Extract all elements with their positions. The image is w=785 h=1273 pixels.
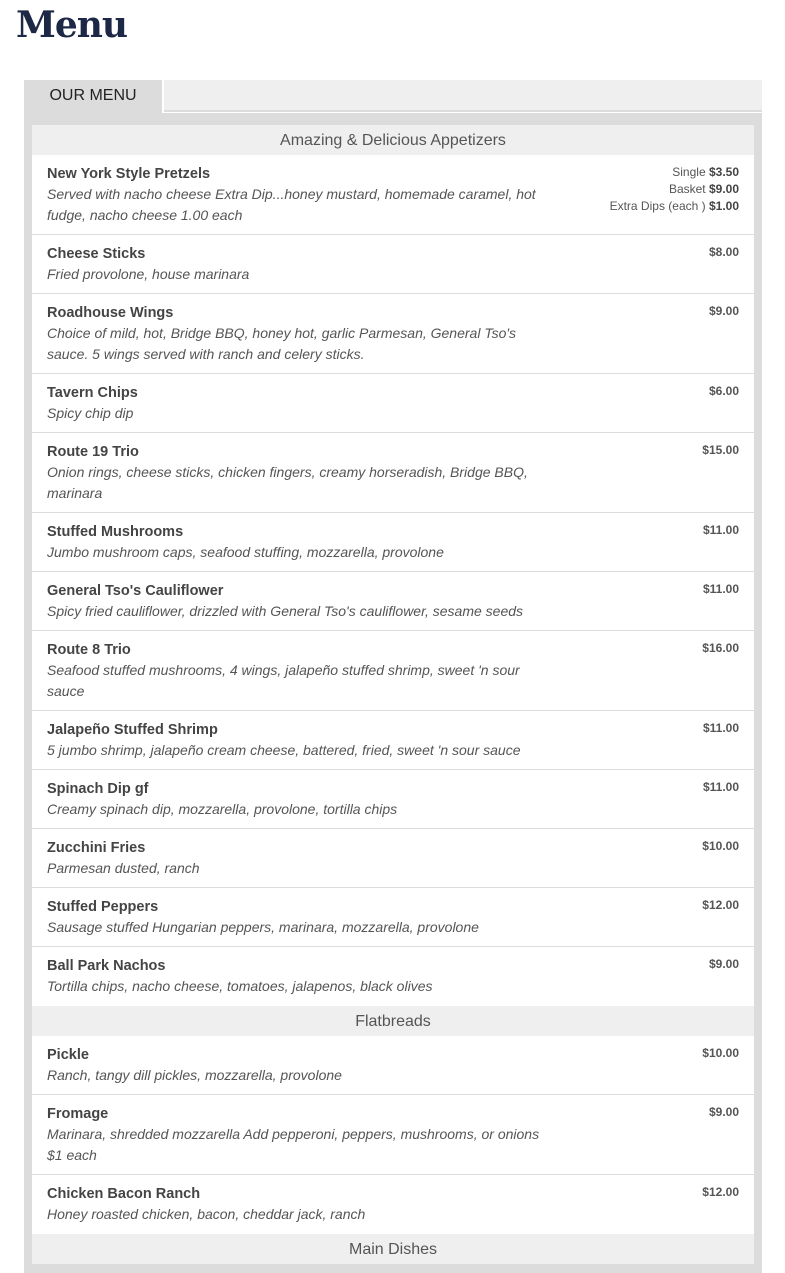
menu-item xyxy=(32,829,754,888)
section-header-main-dishes: Main Dishes xyxy=(32,1234,754,1264)
item-name: Spinach Dip gf xyxy=(47,781,149,797)
item-description: Choice of mild, hot, Bridge BBQ, honey hot, garlic Parmesan, General Tso's sauce. 5 wings served with ranch and celery sticks. xyxy=(47,325,517,362)
price-option xyxy=(610,181,739,198)
section-header-flatbreads: Flatbreads xyxy=(32,1006,754,1036)
item-name: Stuffed Mushrooms xyxy=(47,524,184,540)
item-price: $11.00 xyxy=(702,780,739,794)
menu-item xyxy=(32,888,754,947)
price-value: $1.00 xyxy=(708,199,739,213)
price-option xyxy=(610,164,739,181)
item-price: $10.00 xyxy=(702,1046,739,1060)
item-name: Route 19 Trio xyxy=(47,444,139,460)
item-name: Chicken Bacon Ranch xyxy=(47,1186,201,1202)
item-name: Jalapeño Stuffed Shrimp xyxy=(47,722,218,738)
menu-item xyxy=(32,1036,754,1095)
item-name: Pickle xyxy=(47,1047,89,1063)
item-price: $10.00 xyxy=(702,839,739,853)
tab-our-menu[interactable]: OUR MENU xyxy=(24,80,162,113)
menu-item xyxy=(32,155,754,235)
item-price: $9.00 xyxy=(708,957,739,971)
menu-item xyxy=(32,294,754,374)
item-price: $9.00 xyxy=(708,304,739,318)
price-label: Single xyxy=(672,165,706,179)
item-description: Parmesan dusted, ranch xyxy=(47,860,200,876)
menu-item xyxy=(32,631,754,711)
page-title: Menu xyxy=(16,4,128,46)
item-description: Creamy spinach dip, mozzarella, provolone, tortilla chips xyxy=(47,801,398,817)
menu-item xyxy=(32,947,754,1006)
item-name: Tavern Chips xyxy=(47,385,138,401)
item-description: Served with nacho cheese Extra Dip...honey mustard, homemade caramel, hot fudge, nacho cheese 1.00 each xyxy=(47,186,536,223)
item-price: $12.00 xyxy=(702,898,739,912)
menu-item xyxy=(32,1095,754,1175)
item-description: Fried provolone, house marinara xyxy=(47,266,250,282)
item-price-list xyxy=(610,164,739,215)
menu-list xyxy=(32,125,754,1264)
item-description: Sausage stuffed Hungarian peppers, marinara, mozzarella, provolone xyxy=(47,919,479,935)
item-description: Tortilla chips, nacho cheese, tomatoes, jalapenos, black olives xyxy=(47,978,433,994)
item-description: Spicy fried cauliflower, drizzled with General Tso's cauliflower, sesame seeds xyxy=(47,603,524,619)
section-header-appetizers: Amazing & Delicious Appetizers xyxy=(32,125,754,155)
item-price: $16.00 xyxy=(702,641,739,655)
item-price: $11.00 xyxy=(702,523,739,537)
item-name: New York Style Pretzels xyxy=(47,166,211,182)
item-description: Spicy chip dip xyxy=(47,405,134,421)
item-description: Jumbo mushroom caps, seafood stuffing, mozzarella, provolone xyxy=(47,544,444,560)
menu-item xyxy=(32,235,754,294)
price-value: $3.50 xyxy=(708,165,739,179)
item-name: Stuffed Peppers xyxy=(47,899,159,915)
price-label: Extra Dips (each ) xyxy=(609,199,706,213)
menu-item xyxy=(32,572,754,631)
price-value: $9.00 xyxy=(708,182,739,196)
item-description: Seafood stuffed mushrooms, 4 wings, jalapeño stuffed shrimp, sweet 'n sour sauce xyxy=(47,662,520,699)
item-price: $6.00 xyxy=(708,384,739,398)
price-label: Basket xyxy=(668,182,706,196)
menu-item xyxy=(32,770,754,829)
item-price: $15.00 xyxy=(702,443,739,457)
item-name: Fromage xyxy=(47,1106,109,1122)
item-name: General Tso's Cauliflower xyxy=(47,583,224,599)
menu-item xyxy=(32,513,754,572)
menu-item xyxy=(32,1175,754,1234)
item-price: $12.00 xyxy=(702,1185,739,1199)
menu-item xyxy=(32,374,754,433)
item-description: Onion rings, cheese sticks, chicken fingers, creamy horseradish, Bridge BBQ, marinara xyxy=(47,464,528,501)
item-price: $11.00 xyxy=(702,582,739,596)
price-option xyxy=(610,198,739,215)
item-description: 5 jumbo shrimp, jalapeño cream cheese, battered, fried, sweet 'n sour sauce xyxy=(47,742,521,758)
tab-bar-filler xyxy=(164,80,762,112)
menu-item xyxy=(32,711,754,770)
item-price: $11.00 xyxy=(702,721,739,735)
item-name: Roadhouse Wings xyxy=(47,305,174,321)
menu-item xyxy=(32,433,754,513)
item-description: Ranch, tangy dill pickles, mozzarella, provolone xyxy=(47,1067,342,1083)
item-name: Zucchini Fries xyxy=(47,840,146,856)
item-name: Ball Park Nachos xyxy=(47,958,166,974)
menu-tabs xyxy=(24,80,762,113)
item-name: Cheese Sticks xyxy=(47,246,146,262)
item-description: Honey roasted chicken, bacon, cheddar jack, ranch xyxy=(47,1206,366,1222)
menu-panel xyxy=(24,113,762,1273)
item-price: $8.00 xyxy=(708,245,739,259)
item-price: $9.00 xyxy=(708,1105,739,1119)
item-name: Route 8 Trio xyxy=(47,642,131,658)
item-description: Marinara, shredded mozzarella Add pepperoni, peppers, mushrooms, or onions $1 each xyxy=(47,1126,540,1163)
